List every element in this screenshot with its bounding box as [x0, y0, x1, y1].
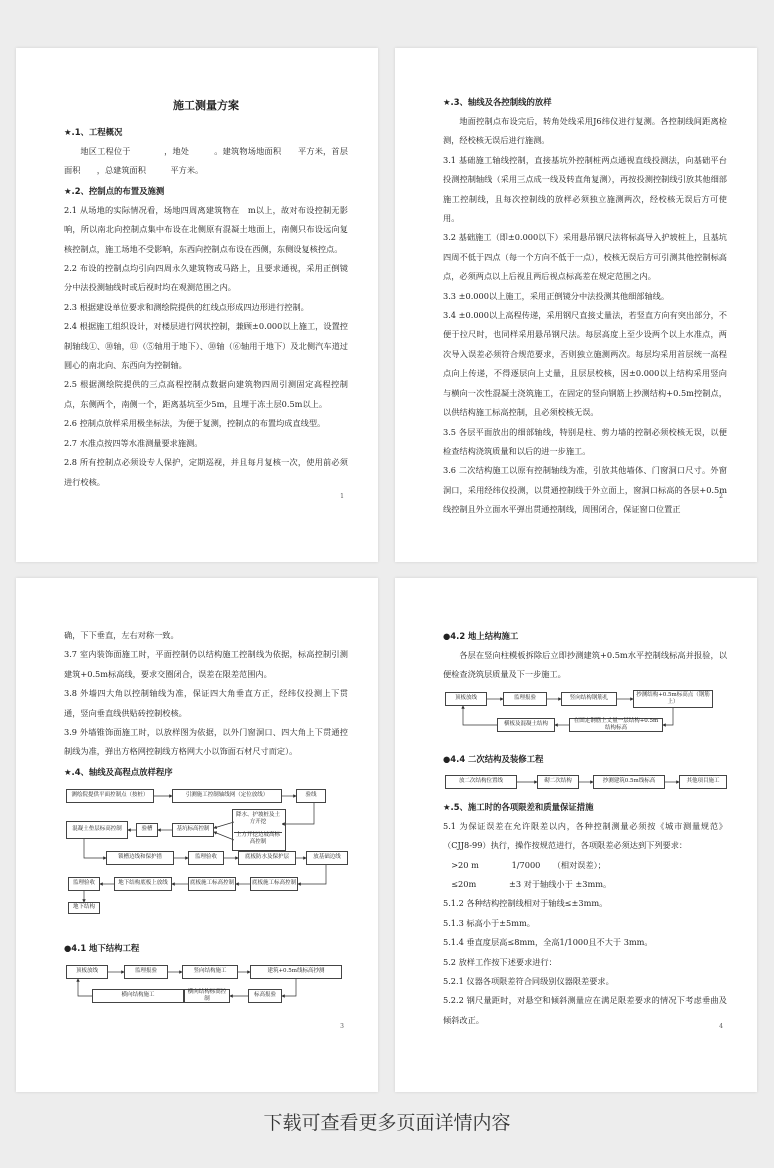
document-page-3: [16, 578, 378, 1092]
flow-box: 锁槽边线和保护措: [106, 851, 174, 865]
download-more-caption: 下载可查看更多页面详情内容: [263, 1112, 511, 1134]
list-item: 3.7 室内装饰面施工时，平面控制仍以结构施工控制线为依据，标高控制引测建筑+0.5m标高线，要求交圈闭合，误差在限差范围内。: [64, 649, 348, 679]
flowchart-above-ground: [443, 689, 727, 747]
list-item: >20 m 1/7000 （相对误差）；: [443, 859, 606, 870]
flow-box: 上方开挖边坡高标高控制: [235, 832, 280, 846]
list-item: 5.2.1 仪器各项限差符合同级别仪器限差要求。: [443, 976, 614, 987]
section-heading-4: ★.4、轴线及高程点放样程序: [64, 766, 173, 777]
list-item: ≤20m ±3 对于轴线小于 ±3mm。: [443, 879, 612, 890]
list-item: 5.1 为保证误差在允许限差以内，各种控制测量必须按《城市测量规范》（CJJ8-99）执行，操作按规范进行，各项限差必须达到下列要求：: [443, 820, 727, 851]
flow-box: 放基础边线: [306, 851, 348, 865]
flow-box: 横向结构标高控制: [184, 989, 230, 1003]
list-item: 3.5 各层平面放出的细部轴线，特别是柱、剪力墙的控制必须校核无误，以便检查结构浇筑质量和以后的进一步施工。: [443, 426, 727, 456]
section-heading-4-1: ●4.1 地下结构工程: [64, 942, 140, 953]
flow-box: 引测施工控制轴线网（定位放线）: [172, 789, 282, 803]
flow-box: 建筑+0.5m线标高抄测: [250, 965, 342, 979]
list-item: 2.2 布设的控制点均引向四周永久建筑物或马路上，且要求通视，采用正倒镜分中法投测轴线时或后视时均在观测范围之内。: [64, 263, 348, 293]
list-item: 5.1.4 垂直度层高≤8mm，全高1/1000且不大于 3mm。: [443, 937, 653, 948]
document-page-4: [395, 578, 757, 1092]
list-item: 2.4 根据施工组织设计，对楼层进行网状控制，兼顾±0.000以上施工，设置控制轴线①、⑩轴，⑪（⑤轴用于地下）、⑩轴（⑥轴用于地下）及北侧汽车道过圆心的南北向、东西向为控制轴。: [64, 321, 348, 371]
list-item: 3.9 外墙锥饰面施工时，以放样图为依据，以外门窗洞口、四大角上下贯通控制线为准，弹出方格网控制线方格网大小以饰面石材尺寸而定）。: [64, 727, 348, 757]
paragraph-above-ground: 各层在竖向柱模板拆除后立即抄测建筑+0.5m水平控制线标高并报验，以便检查浇筑层质量及下一步施工。: [443, 650, 727, 680]
list-item: 2.5 根据测绘院提供的三点高程控制点数据向建筑物四周引测固定高程控制点，东侧两个，南侧一个，距离基坑至少5m，且埋于冻土层0.5m以上。: [64, 379, 348, 409]
flow-box: 底板防水及保护层: [238, 851, 296, 865]
flow-box: 底板施工标高控制: [188, 877, 236, 891]
section-heading-1: ★.1、工程概况: [64, 127, 123, 137]
page-number: 4: [719, 1023, 723, 1030]
flow-box: 砌二次结构: [537, 775, 579, 789]
page-title: 施工测量方案: [173, 99, 239, 112]
flow-box: 底板施工标高控制: [250, 877, 298, 891]
flowchart-layout-procedure: [64, 786, 348, 936]
list-item: 5.1.3 标高小于±5mm。: [443, 917, 535, 928]
list-item: 2.3 根据建设单位要求和测绘院提供的红线点形成四边形进行控制。: [64, 301, 309, 312]
section-heading-4-2: ●4.2 地上结构施工: [443, 631, 519, 641]
list-item: 3.8 外墙四大角以控制轴线为准，保证四大角垂直方正，经纬仪投测上下贯通，竖向垂直线供贴砖控制校核。: [64, 688, 348, 718]
flow-box: 横板及混凝土结构: [497, 718, 555, 732]
flow-box: 监理报验: [503, 692, 547, 706]
flow-box: 监理报验: [124, 965, 168, 979]
flow-box: 其他项目施工: [679, 775, 727, 789]
document-page-1: [16, 48, 378, 562]
flow-box: 顶板放线: [66, 965, 108, 979]
flow-box: 竖向结构施工: [182, 965, 238, 979]
list-item: 2.8 所有控制点必须设专人保护，定期巡视，并且每月复核一次，使用前必须进行校核。: [64, 457, 348, 487]
paragraph-overview: 地区工程位于 ，地处 。建筑物场地面积 平方米，首层面积 ，总建筑面积 平方米。: [64, 146, 348, 176]
flow-box: 基坑标高控制: [172, 823, 214, 837]
list-item: 3.3 ±0.000以上施工，采用正倒镜分中法投测其他细部轴线。: [443, 290, 670, 301]
section-heading-3: ★.3、轴线及各控制线的放样: [443, 97, 552, 107]
list-item: 2.6 控制点放样采用极坐标法，为便于复测，控制点的布置均成直线型。: [64, 418, 326, 429]
paragraph-continued: 确，下下垂直，左右对称一致。: [64, 630, 179, 640]
flow-box: 抄测结构+0.5m标高点（钢筋上）: [633, 690, 713, 708]
page-number: 3: [340, 1023, 344, 1030]
list-item: 3.1 基础施工轴线控制，直接基坑外控制桩两点通视直线投测法，向基础平台投测控制轴线（采用三点成一线及转直角复测），再按投测控制线引放其他细部施工控制线，且每次控制线的放样必须独立施测两次，经校核无误后方可使用。: [443, 154, 727, 224]
page-number: 1: [340, 493, 344, 500]
flowchart-secondary: [443, 773, 727, 795]
list-item: 3.6 二次结构施工以原有控制轴线为准，引放其他墙体、门窗洞口尺寸。外窗洞口，采用经纬仪投测，以贯通控制线于外立面上，窗洞口标高的各层+0.5m线控制且外立面水平弹出贯通控制线，周围闭合，保证窗口位置正: [443, 465, 727, 515]
flow-box: 测绘院提供平面控制点（按桩）: [66, 789, 154, 803]
flow-box: 顶板放线: [445, 692, 487, 706]
flow-box: 降水、护坡桩及土方开挖: [235, 811, 280, 825]
flow-box: 混凝土垫层标高控制: [66, 821, 128, 839]
flow-box: 地下结构底板上放线: [114, 877, 172, 891]
flow-box: 放二次结构位置线: [445, 775, 517, 789]
list-item: 5.2.2 钢尺量距时，对悬空和倾斜测量应在满足限差要求的情况下考虑垂曲及倾斜改正。: [443, 995, 727, 1025]
flow-box: 验线: [296, 789, 326, 803]
flow-box: 竖向结构钢筋扎: [561, 692, 617, 706]
flow-box: 验槽: [136, 823, 158, 837]
page-number: 2: [719, 493, 723, 500]
flow-box: 地下结构: [68, 902, 100, 914]
flow-box: 标高报验: [248, 989, 282, 1003]
flow-box: 抄测建筑0.5m线标高: [593, 775, 665, 789]
section-heading-2: ★.2、控制点的布置及施测: [64, 185, 165, 196]
list-item: 5.2 放样工作按下述要求进行：: [443, 956, 557, 967]
section-heading-4-4: ●4.4 二次结构及装修工程: [443, 753, 544, 764]
flow-box: 监理验收: [68, 877, 100, 891]
flow-box: 横向结构施工: [92, 989, 184, 1003]
document-page-2: [395, 48, 757, 562]
section-heading-5: ★.5、施工时的各项限差和质量保证措施: [443, 801, 594, 812]
flow-box: 监理验收: [188, 851, 224, 865]
list-item: 3.2 基础施工（即±0.000以下）采用悬吊钢尺法将标高导入护坡桩上，且基坑四周不低于四点（每一个方向不低于一点），校核无误后方可引测其他控制标高点，必须两点以上后视且两后视点标高差在规定范围之内。: [443, 232, 727, 282]
paragraph-intro: 地面控制点布设完后，转角处线采用J6纬仪进行复测。各控制线间距离检测，经校核无误后进行施测。: [443, 116, 727, 146]
flow-box: 在固定钢筋上丈量一层结构+0.5m结构标高: [569, 718, 663, 732]
flowchart-underground: [64, 962, 348, 1020]
list-item: 3.4 ±0.000以上高程传递，采用钢尺直接丈量法，若竖直方向有突出部分，不便于拉尺时，也同样采用悬吊钢尺法。每层高度上至少设两个以上水准点，两次导入误差必须符合规范要求，否则独立施测两次。每层均采用首层统一高程点向上传递，不得逐层向上丈量，且层层校核，因±0.000以上结构采用竖向与横向一次性混凝土浇筑施工，在固定的竖向钢筋上抄测结构+0.5m控制点，以供结构施工标高控制，且必须校核无误。: [443, 310, 727, 418]
list-item: 2.7 水准点按四等水准测量要求施测。: [64, 437, 203, 448]
list-item: 5.1.2 各种结构控制线相对于轴线≤±3mm。: [443, 898, 608, 909]
list-item: 2.1 从场地的实际情况看，场地四周离建筑物在 m以上，故对布设控制无影响，所以南北向控制点集中布设在北侧原有混凝土地面上，南侧只布设远向复核控制点，施工场地不受影响，东西向控制点布设在西侧，东侧设复核控点。: [64, 204, 348, 254]
